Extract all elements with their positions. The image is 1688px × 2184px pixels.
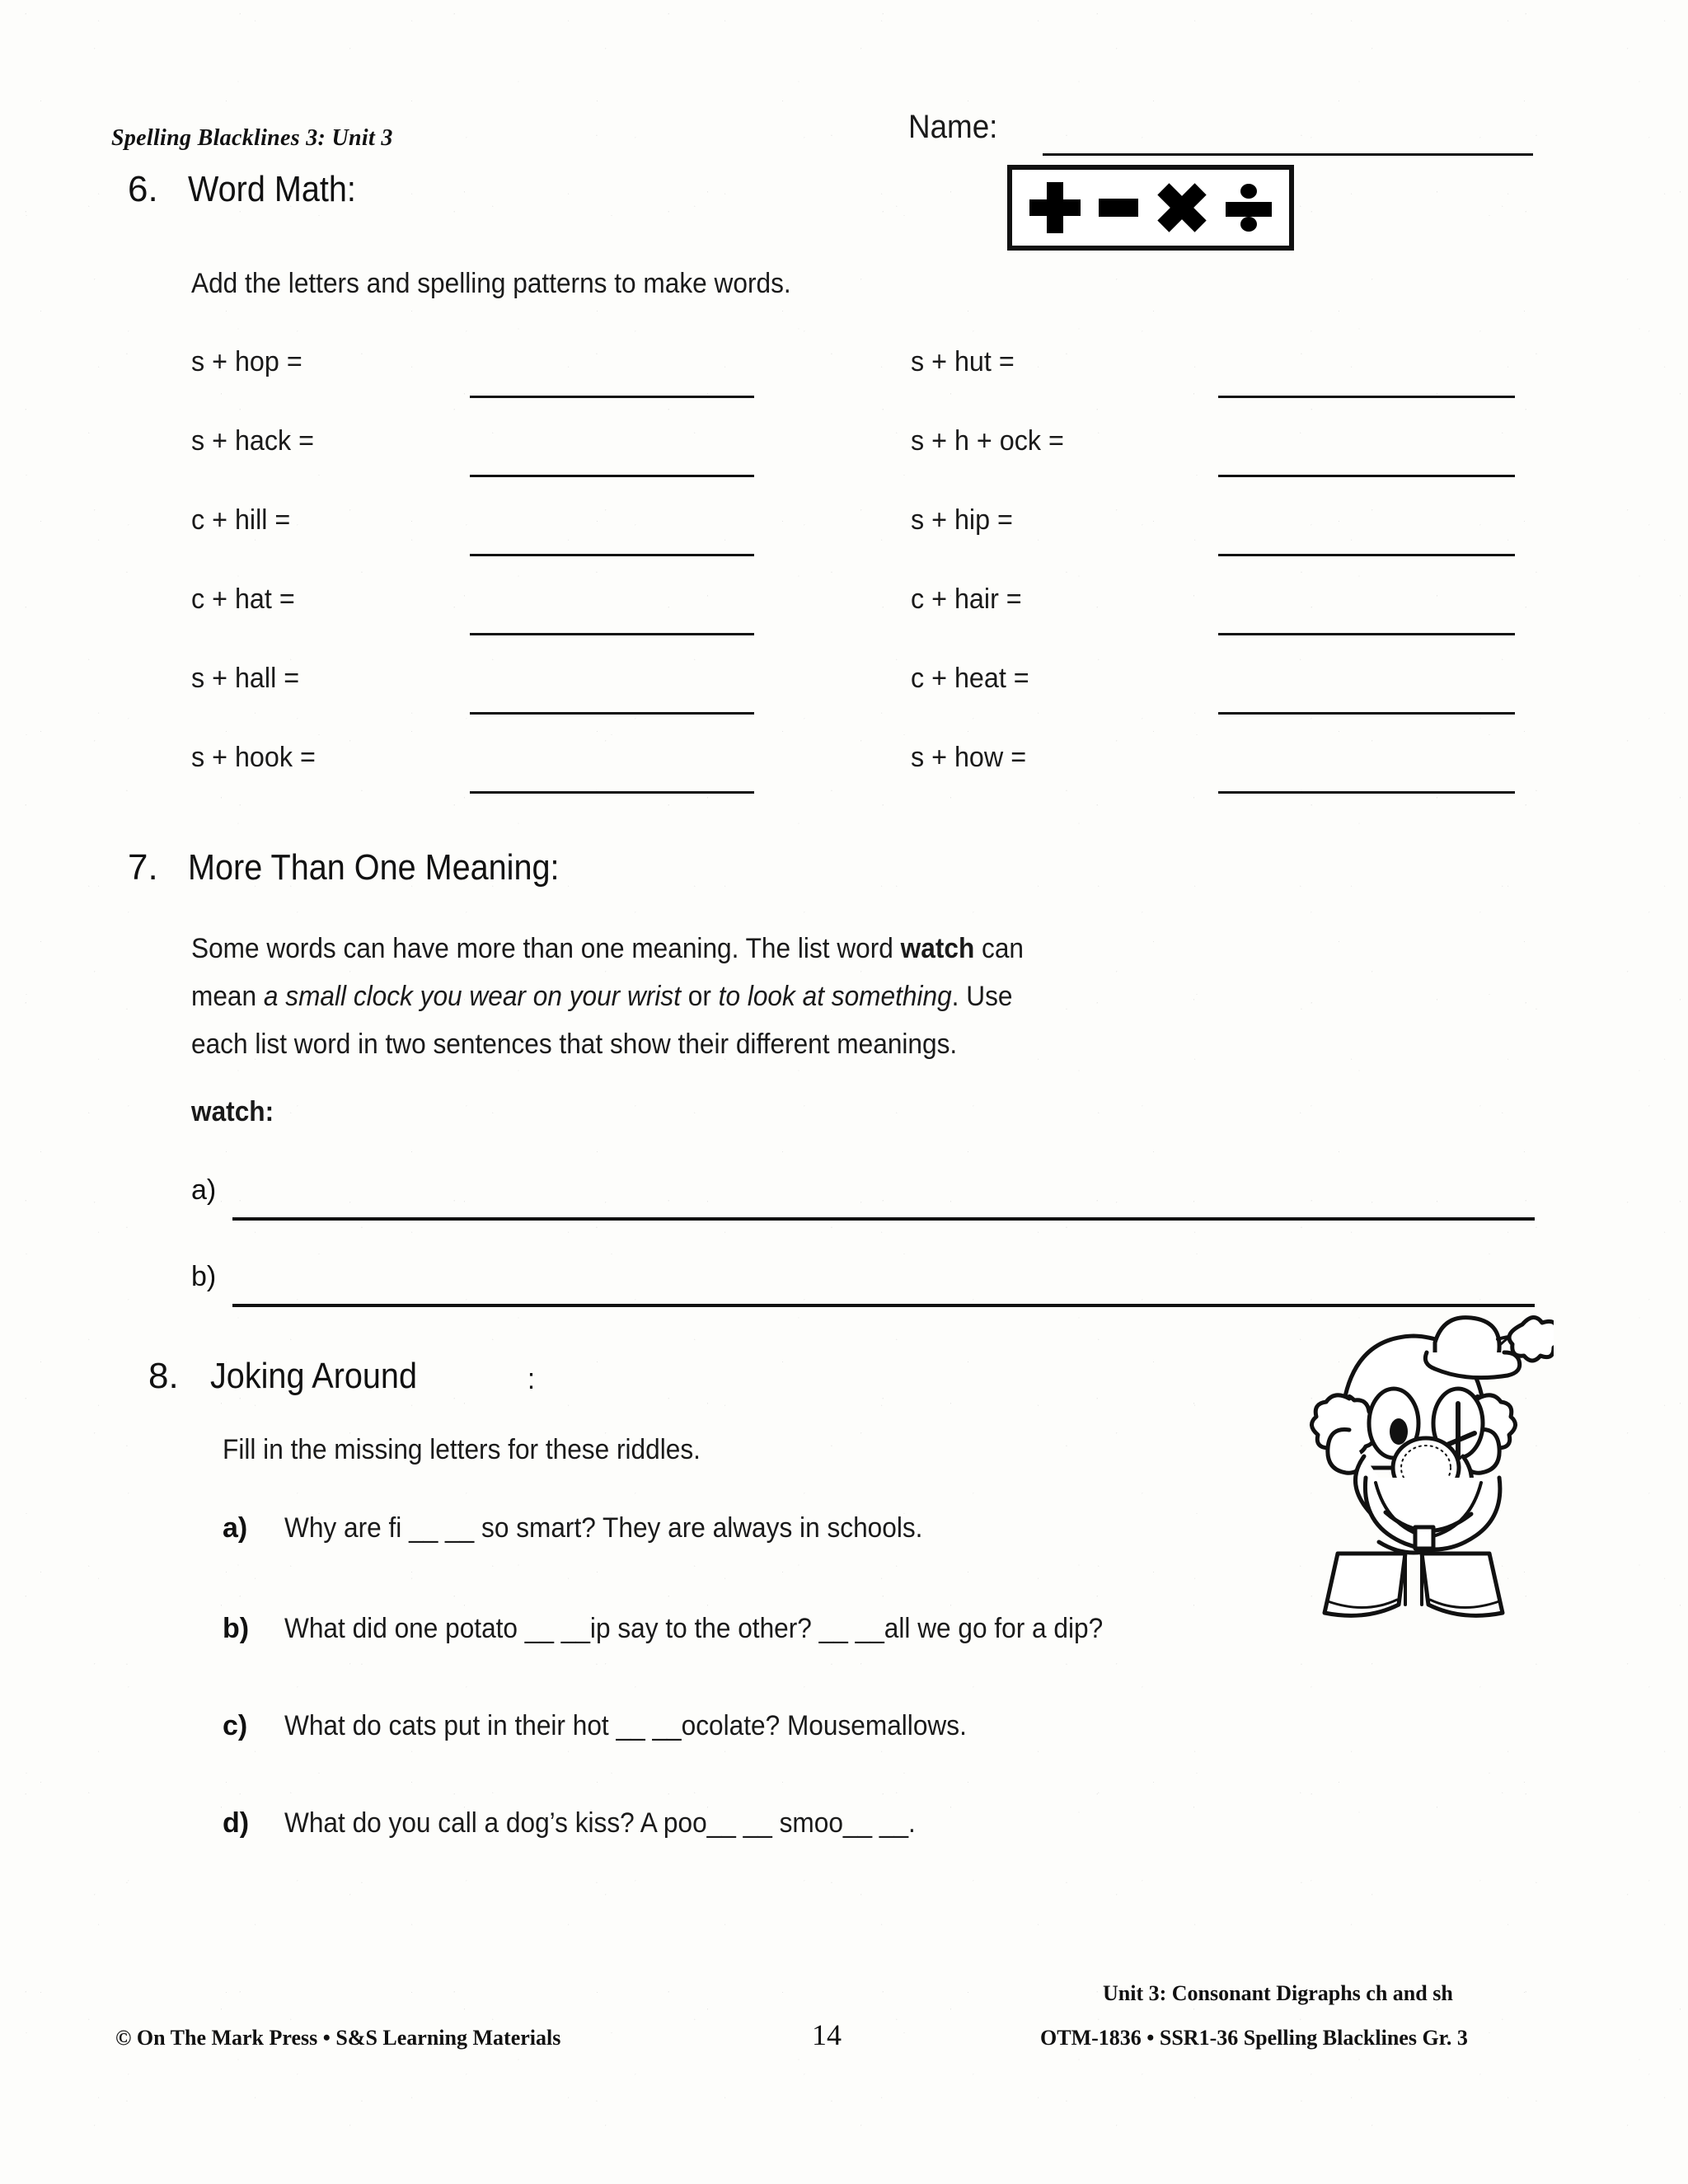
section-8-title-colon: : <box>528 1361 536 1395</box>
section-7-paragraph-line-1: Some words can have more than one meaning. The list word watch can <box>191 933 1025 964</box>
equation-left-2: s + hack = <box>191 425 315 457</box>
riddle-a-label: a) <box>223 1512 248 1544</box>
riddle-c-label: c) <box>223 1710 248 1741</box>
section-7-paragraph-line-3: each list word in two sentences that show their different meanings. <box>191 1029 958 1060</box>
minus-icon <box>1099 199 1138 217</box>
equation-left-1: s + hop = <box>191 346 302 377</box>
answer-line-left-6[interactable] <box>470 791 754 794</box>
times-icon <box>1156 182 1207 233</box>
riddle-a-text[interactable]: Why are fi __ __ so smart? They are always in schools. <box>284 1512 923 1544</box>
riddle-b-label: b) <box>223 1613 250 1644</box>
answer-line-right-1[interactable] <box>1218 396 1515 398</box>
answer-line-left-4[interactable] <box>470 633 754 635</box>
name-input-line[interactable] <box>1043 153 1533 156</box>
section-8-number: 8. <box>148 1356 179 1396</box>
footer-copyright: © On The Mark Press • S&S Learning Materials <box>115 2026 561 2050</box>
equation-right-5: c + heat = <box>911 663 1029 694</box>
section-7-answer-a-line[interactable] <box>232 1217 1535 1221</box>
riddle-b-text[interactable]: What did one potato __ __ip say to the other? __ __all we go for a dip? <box>284 1613 1104 1644</box>
equation-right-1: s + hut = <box>911 346 1015 377</box>
section-7-paragraph-line-2: mean a small clock you wear on your wrist or to look at something. Use <box>191 981 1013 1012</box>
footer-unit-line: Unit 3: Consonant Digraphs ch and sh <box>1103 1981 1453 2005</box>
riddle-d-text[interactable]: What do you call a dog’s kiss? A poo__ __ smoo__ __. <box>284 1807 916 1839</box>
equation-right-2: s + h + ock = <box>911 425 1064 457</box>
clown-face-illustration <box>1273 1306 1554 1632</box>
answer-line-right-6[interactable] <box>1218 791 1515 794</box>
equation-left-5: s + hall = <box>191 663 300 694</box>
math-symbols-box <box>1007 165 1294 251</box>
answer-line-right-5[interactable] <box>1218 712 1515 715</box>
section-6-title: Word Math: <box>188 169 356 209</box>
answer-line-right-3[interactable] <box>1218 554 1515 556</box>
riddle-d-label: d) <box>223 1807 250 1839</box>
equation-left-6: s + hook = <box>191 742 316 773</box>
equation-right-4: c + hair = <box>911 583 1022 615</box>
answer-line-left-1[interactable] <box>470 396 754 398</box>
answer-line-left-3[interactable] <box>470 554 754 556</box>
section-8-title: Joking Around <box>210 1356 417 1396</box>
section-7-answer-a-label: a) <box>191 1174 217 1206</box>
answer-line-left-2[interactable] <box>470 475 754 477</box>
section-7-answer-b-label: b) <box>191 1261 217 1292</box>
footer-page-number: 14 <box>812 2018 842 2051</box>
plus-icon <box>1029 182 1081 233</box>
section-6-number: 6. <box>128 169 158 209</box>
running-head: Spelling Blacklines 3: Unit 3 <box>111 125 393 151</box>
equation-left-4: c + hat = <box>191 583 295 615</box>
riddle-c-text[interactable]: What do cats put in their hot __ __ocolate? Mousemallows. <box>284 1710 967 1741</box>
equation-left-3: c + hill = <box>191 504 291 536</box>
divide-icon <box>1226 182 1272 233</box>
section-8-instruction: Fill in the missing letters for these riddles. <box>223 1434 701 1465</box>
section-7-word-label: watch: <box>191 1096 274 1127</box>
answer-line-left-5[interactable] <box>470 712 754 715</box>
equation-right-6: s + how = <box>911 742 1027 773</box>
answer-line-right-2[interactable] <box>1218 475 1515 477</box>
section-6-instruction: Add the letters and spelling patterns to make words. <box>191 268 791 299</box>
section-7-title: More Than One Meaning: <box>188 847 560 888</box>
section-7-number: 7. <box>128 847 158 888</box>
name-label: Name: <box>908 109 998 145</box>
footer-code-line: OTM-1836 • SSR1-36 Spelling Blacklines Gr. 3 <box>1040 2026 1468 2050</box>
equation-right-3: s + hip = <box>911 504 1013 536</box>
answer-line-right-4[interactable] <box>1218 633 1515 635</box>
